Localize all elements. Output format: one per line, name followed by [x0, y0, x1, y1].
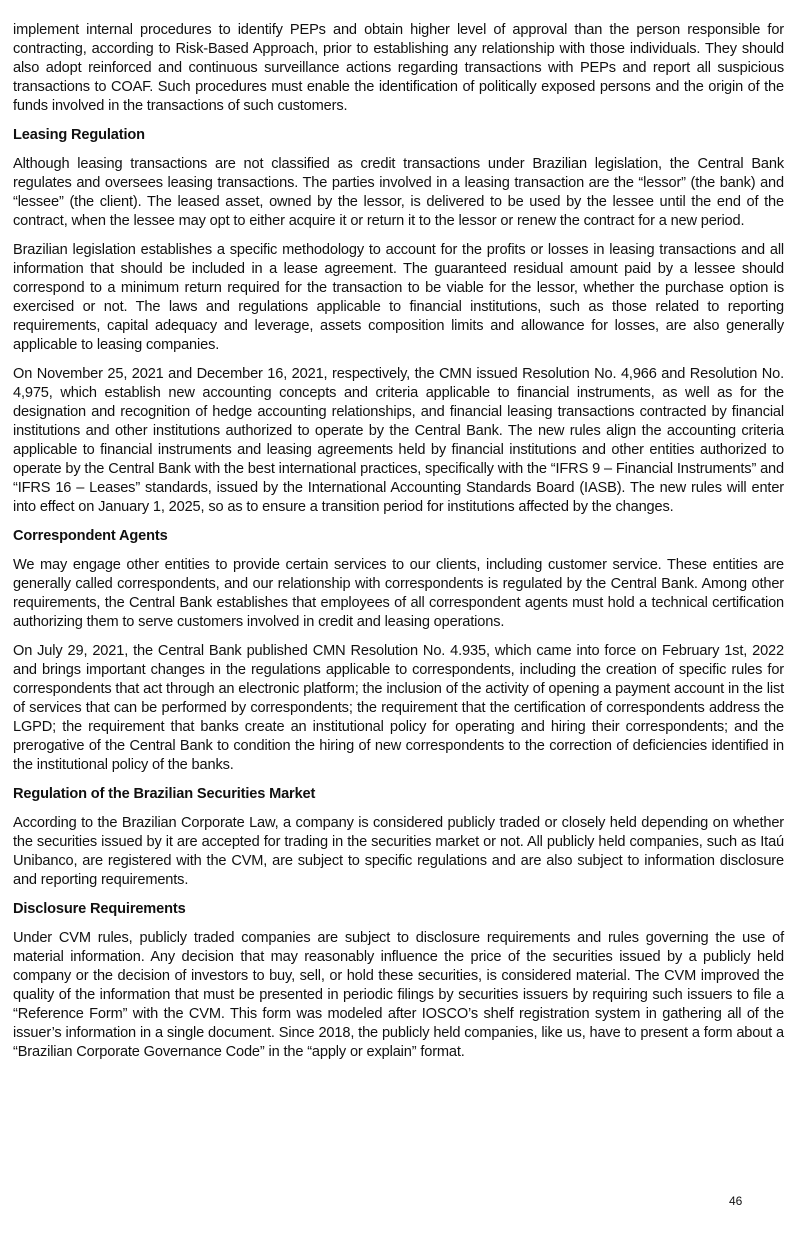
paragraph-corporate-law: According to the Brazilian Corporate Law, a company is considered publicly traded or closely held depending on whether the securities issued by it are accepted for trading in the securities market or not. All publicly held companies, such as Itaú Unibanco, are registered with the CVM, are subject to specific regulations and are also subject to information disclosure and reporting requirements.: [13, 815, 784, 888]
paragraph-peps-procedures: implement internal procedures to identify PEPs and obtain higher level of approval than the person responsible for contracting, according to Risk-Based Approach, prior to establishing any relationship with those individuals. They should also adopt reinforced and continuous surveillance actions regarding transactions with PEPs and report all suspicious transactions to COAF. Such procedures must enable the identification of politically exposed persons and the origin of the funds involved in the transactions of such customers.: [13, 22, 784, 114]
paragraph-resolution-4935: On July 29, 2021, the Central Bank published CMN Resolution No. 4.935, which came into force on February 1st, 2022 and brings important changes in the regulations applicable to correspondents, including the creation of specific rules for correspondents that act through an electronic platform; the inclusion of the activity of opening a payment account in the list of services that can be performed by correspondents; the requirement that the certification of correspondents address the LGPD; the requirement that banks create an institutional policy for operating and hiring their correspondents; and the prerogative of the Central Bank to condition the hiring of new correspondents to the correction of deficiencies identified in the institutional policy of the banks.: [13, 643, 784, 773]
page-number: 46: [729, 1194, 743, 1208]
heading-leasing-regulation: Leasing Regulation: [13, 127, 145, 143]
heading-disclosure-requirements: Disclosure Requirements: [13, 901, 186, 917]
heading-correspondent-agents: Correspondent Agents: [13, 528, 168, 544]
paragraph-correspondents-overview: We may engage other entities to provide certain services to our clients, including customer service. These entities are generally called correspondents, and our relationship with correspondents is regulated by the Central Bank. Among other requirements, the Central Bank establishes that employees of all correspondent agents must hold a technical certification authorizing them to serve customers involved in credit and leasing operations.: [13, 557, 784, 630]
heading-securities-market: Regulation of the Brazilian Securities Market: [13, 786, 316, 802]
paragraph-leasing-methodology: Brazilian legislation establishes a specific methodology to account for the profits or losses in leasing transactions and all information that should be included in a lease agreement. The guaranteed residual amount paid by a lessee should correspond to a minimum return required for the transaction to be viable for the lessor, whether the purchase option is exercised or not. The laws and regulations applicable to financial institutions, such as those related to reporting requirements, capital adequacy and leverage, assets composition limits and allowance for losses, are also generally applicable to leasing companies.: [13, 242, 784, 353]
document-page: [13, 21, 784, 1072]
paragraph-leasing-overview: Although leasing transactions are not classified as credit transactions under Brazilian legislation, the Central Bank regulates and oversees leasing transactions. The parties involved in a leasing transaction are the “lessor” (the bank) and “lessee” (the client). The leased asset, owned by the lessor, is delivered to be used by the lessee until the end of the contract, when the lessee may opt to either acquire it or return it to the lessor or renew the contract for a new period.: [13, 156, 784, 229]
paragraph-cmn-resolutions: On November 25, 2021 and December 16, 2021, respectively, the CMN issued Resolution No. 4,966 and Resolution No. 4,975, which establish new accounting concepts and criteria applicable to financial instruments, as well as for the designation and recognition of hedge accounting relationships, and financial leasing transactions contracted by financial institutions and other institutions authorized to operate by the Central Bank. The new rules align the accounting criteria applicable to financial instruments and leasing agreements held by financial institutions and other entities authorized to operate by the Central Bank with the best international practices, specifically with the “IFRS 9 – Financial Instruments” and “IFRS 16 – Leases” standards, issued by the International Accounting Standards Board (IASB). The new rules will enter into effect on January 1, 2025, so as to ensure a transition period for institutions affected by the changes.: [13, 366, 784, 515]
paragraph-cvm-rules: Under CVM rules, publicly traded companies are subject to disclosure requirements and rules governing the use of material information. Any decision that may reasonably influence the price of the securities issued by a publicly held company or the decision of investors to buy, sell, or hold these securities, is considered material. The CVM improved the quality of the information that must be presented in periodic filings by securities issuers by requiring such issuers to file a “Reference Form” with the CVM. This form was modeled after IOSCO’s shelf registration system in gathering all of the issuer’s information in a single document. Since 2018, the publicly held companies, like us, have to present a form about a “Brazilian Corporate Governance Code” in the “apply or explain” format.: [13, 930, 784, 1060]
